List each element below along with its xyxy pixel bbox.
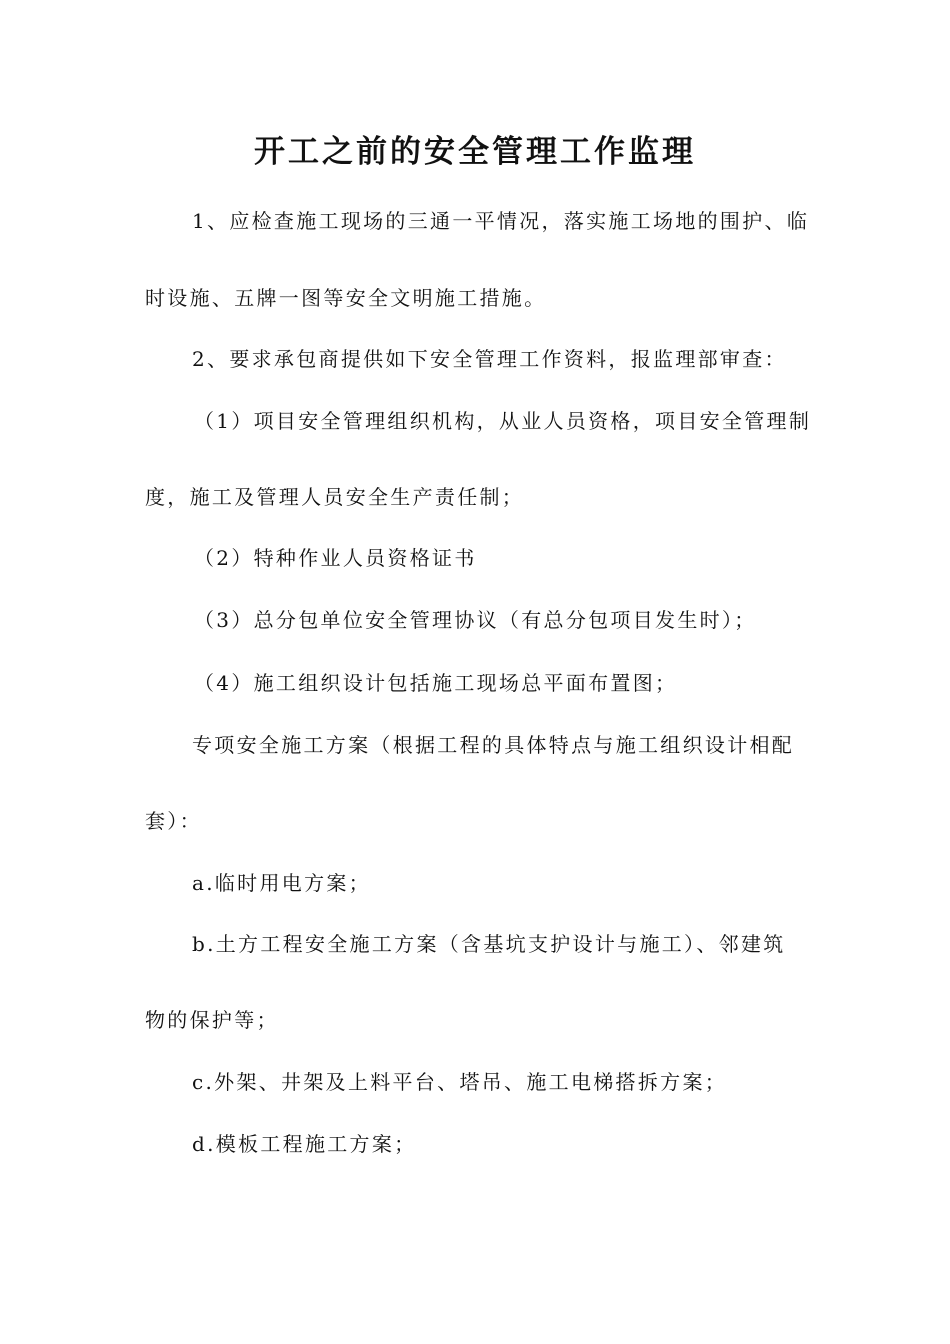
paragraph-line: 套）： [145,809,202,833]
paragraph-line: 时设施、五牌一图等安全文明施工措施。 [145,286,547,310]
paragraph-line: 物的保护等； [145,1008,279,1032]
paragraph-line: 度，施工及管理人员安全生产责任制； [145,485,525,509]
paragraph-line: c.外架、井架及上料平台、塔吊、施工电梯搭拆方案； [192,1070,728,1094]
paragraph-line: a.临时用电方案； [192,871,371,895]
paragraph-line: （4）施工组织设计包括施工现场总平面布置图； [194,671,678,695]
paragraph-line: （3）总分包单位安全管理协议（有总分包项目发生时）； [194,608,757,632]
paragraph-line: 专项安全施工方案（根据工程的具体特点与施工组织设计相配 [192,733,795,757]
paragraph-line: d.模板工程施工方案； [192,1132,417,1156]
paragraph-line: （2）特种作业人员资格证书 [194,546,477,570]
paragraph-line: 2、要求承包商提供如下安全管理工作资料，报监理部审查： [192,347,787,371]
paragraph-line: （1）项目安全管理组织机构，从业人员资格，项目安全管理制 [194,409,812,433]
paragraph-line: b.土方工程安全施工方案（含基坑支护设计与施工）、邻建筑 [192,932,786,956]
document-title: 开工之前的安全管理工作监理 [254,134,696,170]
paragraph-line: 1、应检查施工现场的三通一平情况，落实施工场地的围护、临 [192,209,810,233]
